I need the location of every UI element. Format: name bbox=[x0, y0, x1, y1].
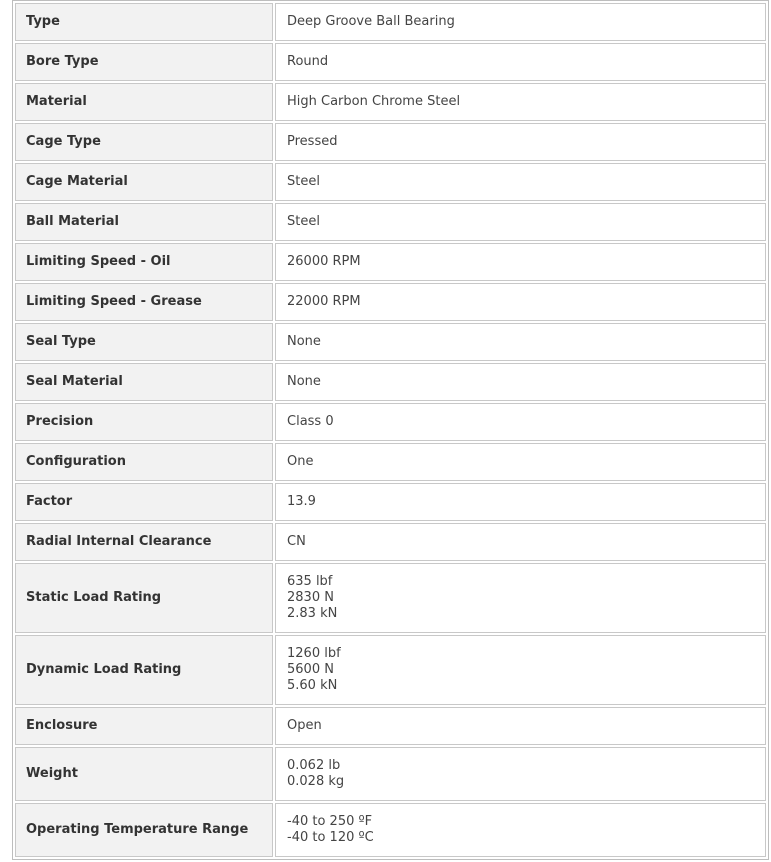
spec-label: Limiting Speed - Oil bbox=[15, 243, 273, 281]
spec-value-line: 2830 N bbox=[287, 590, 334, 605]
spec-row-ball-material bbox=[15, 203, 766, 241]
spec-label: Cage Type bbox=[15, 123, 273, 161]
spec-row-material bbox=[15, 83, 766, 121]
spec-value-line: -40 to 120 ºC bbox=[287, 830, 374, 845]
spec-value: Open bbox=[275, 707, 766, 745]
spec-label: Weight bbox=[15, 747, 273, 801]
spec-value bbox=[275, 635, 766, 705]
spec-value-line: 0.028 kg bbox=[287, 774, 345, 789]
spec-row-radial-internal-clearance bbox=[15, 523, 766, 561]
spec-value: 13.9 bbox=[275, 483, 766, 521]
spec-label: Radial Internal Clearance bbox=[15, 523, 273, 561]
spec-value: CN bbox=[275, 523, 766, 561]
spec-value: Steel bbox=[275, 203, 766, 241]
spec-value: 26000 RPM bbox=[275, 243, 766, 281]
spec-value-line: 5600 N bbox=[287, 662, 334, 677]
spec-row-cage-type bbox=[15, 123, 766, 161]
spec-label: Enclosure bbox=[15, 707, 273, 745]
spec-value-line: 2.83 kN bbox=[287, 606, 338, 621]
spec-value: High Carbon Chrome Steel bbox=[275, 83, 766, 121]
spec-value-line: -40 to 250 ºF bbox=[287, 814, 373, 829]
spec-value: None bbox=[275, 363, 766, 401]
spec-value-line: 0.062 lb bbox=[287, 758, 341, 773]
spec-value: Class 0 bbox=[275, 403, 766, 441]
spec-label: Factor bbox=[15, 483, 273, 521]
spec-row-operating-temperature-range bbox=[15, 803, 766, 857]
spec-value: Steel bbox=[275, 163, 766, 201]
spec-value: 22000 RPM bbox=[275, 283, 766, 321]
spec-row-bore-type bbox=[15, 43, 766, 81]
spec-value-line: 5.60 kN bbox=[287, 678, 338, 693]
spec-row-limiting-speed-oil bbox=[15, 243, 766, 281]
spec-label: Seal Material bbox=[15, 363, 273, 401]
spec-row-precision bbox=[15, 403, 766, 441]
spec-value bbox=[275, 803, 766, 857]
spec-row-seal-material bbox=[15, 363, 766, 401]
spec-row-static-load-rating bbox=[15, 563, 766, 633]
spec-value bbox=[275, 747, 766, 801]
specs-table bbox=[13, 1, 768, 859]
spec-value: One bbox=[275, 443, 766, 481]
spec-label: Cage Material bbox=[15, 163, 273, 201]
spec-label: Material bbox=[15, 83, 273, 121]
spec-row-cage-material bbox=[15, 163, 766, 201]
spec-value: Deep Groove Ball Bearing bbox=[275, 3, 766, 41]
spec-value: None bbox=[275, 323, 766, 361]
spec-label: Configuration bbox=[15, 443, 273, 481]
spec-row-configuration bbox=[15, 443, 766, 481]
spec-row-enclosure bbox=[15, 707, 766, 745]
spec-row-factor bbox=[15, 483, 766, 521]
spec-value-line: 1260 lbf bbox=[287, 646, 341, 661]
specifications-table bbox=[12, 0, 769, 860]
spec-label: Operating Temperature Range bbox=[15, 803, 273, 857]
spec-row-weight bbox=[15, 747, 766, 801]
spec-row-limiting-speed-grease bbox=[15, 283, 766, 321]
spec-label: Bore Type bbox=[15, 43, 273, 81]
spec-label: Ball Material bbox=[15, 203, 273, 241]
spec-value bbox=[275, 563, 766, 633]
spec-label: Limiting Speed - Grease bbox=[15, 283, 273, 321]
spec-label: Precision bbox=[15, 403, 273, 441]
spec-label: Seal Type bbox=[15, 323, 273, 361]
spec-row-type bbox=[15, 3, 766, 41]
spec-value: Round bbox=[275, 43, 766, 81]
spec-row-dynamic-load-rating bbox=[15, 635, 766, 705]
spec-value: Pressed bbox=[275, 123, 766, 161]
spec-value-line: 635 lbf bbox=[287, 574, 333, 589]
spec-label: Static Load Rating bbox=[15, 563, 273, 633]
spec-label: Dynamic Load Rating bbox=[15, 635, 273, 705]
spec-label: Type bbox=[15, 3, 273, 41]
spec-row-seal-type bbox=[15, 323, 766, 361]
